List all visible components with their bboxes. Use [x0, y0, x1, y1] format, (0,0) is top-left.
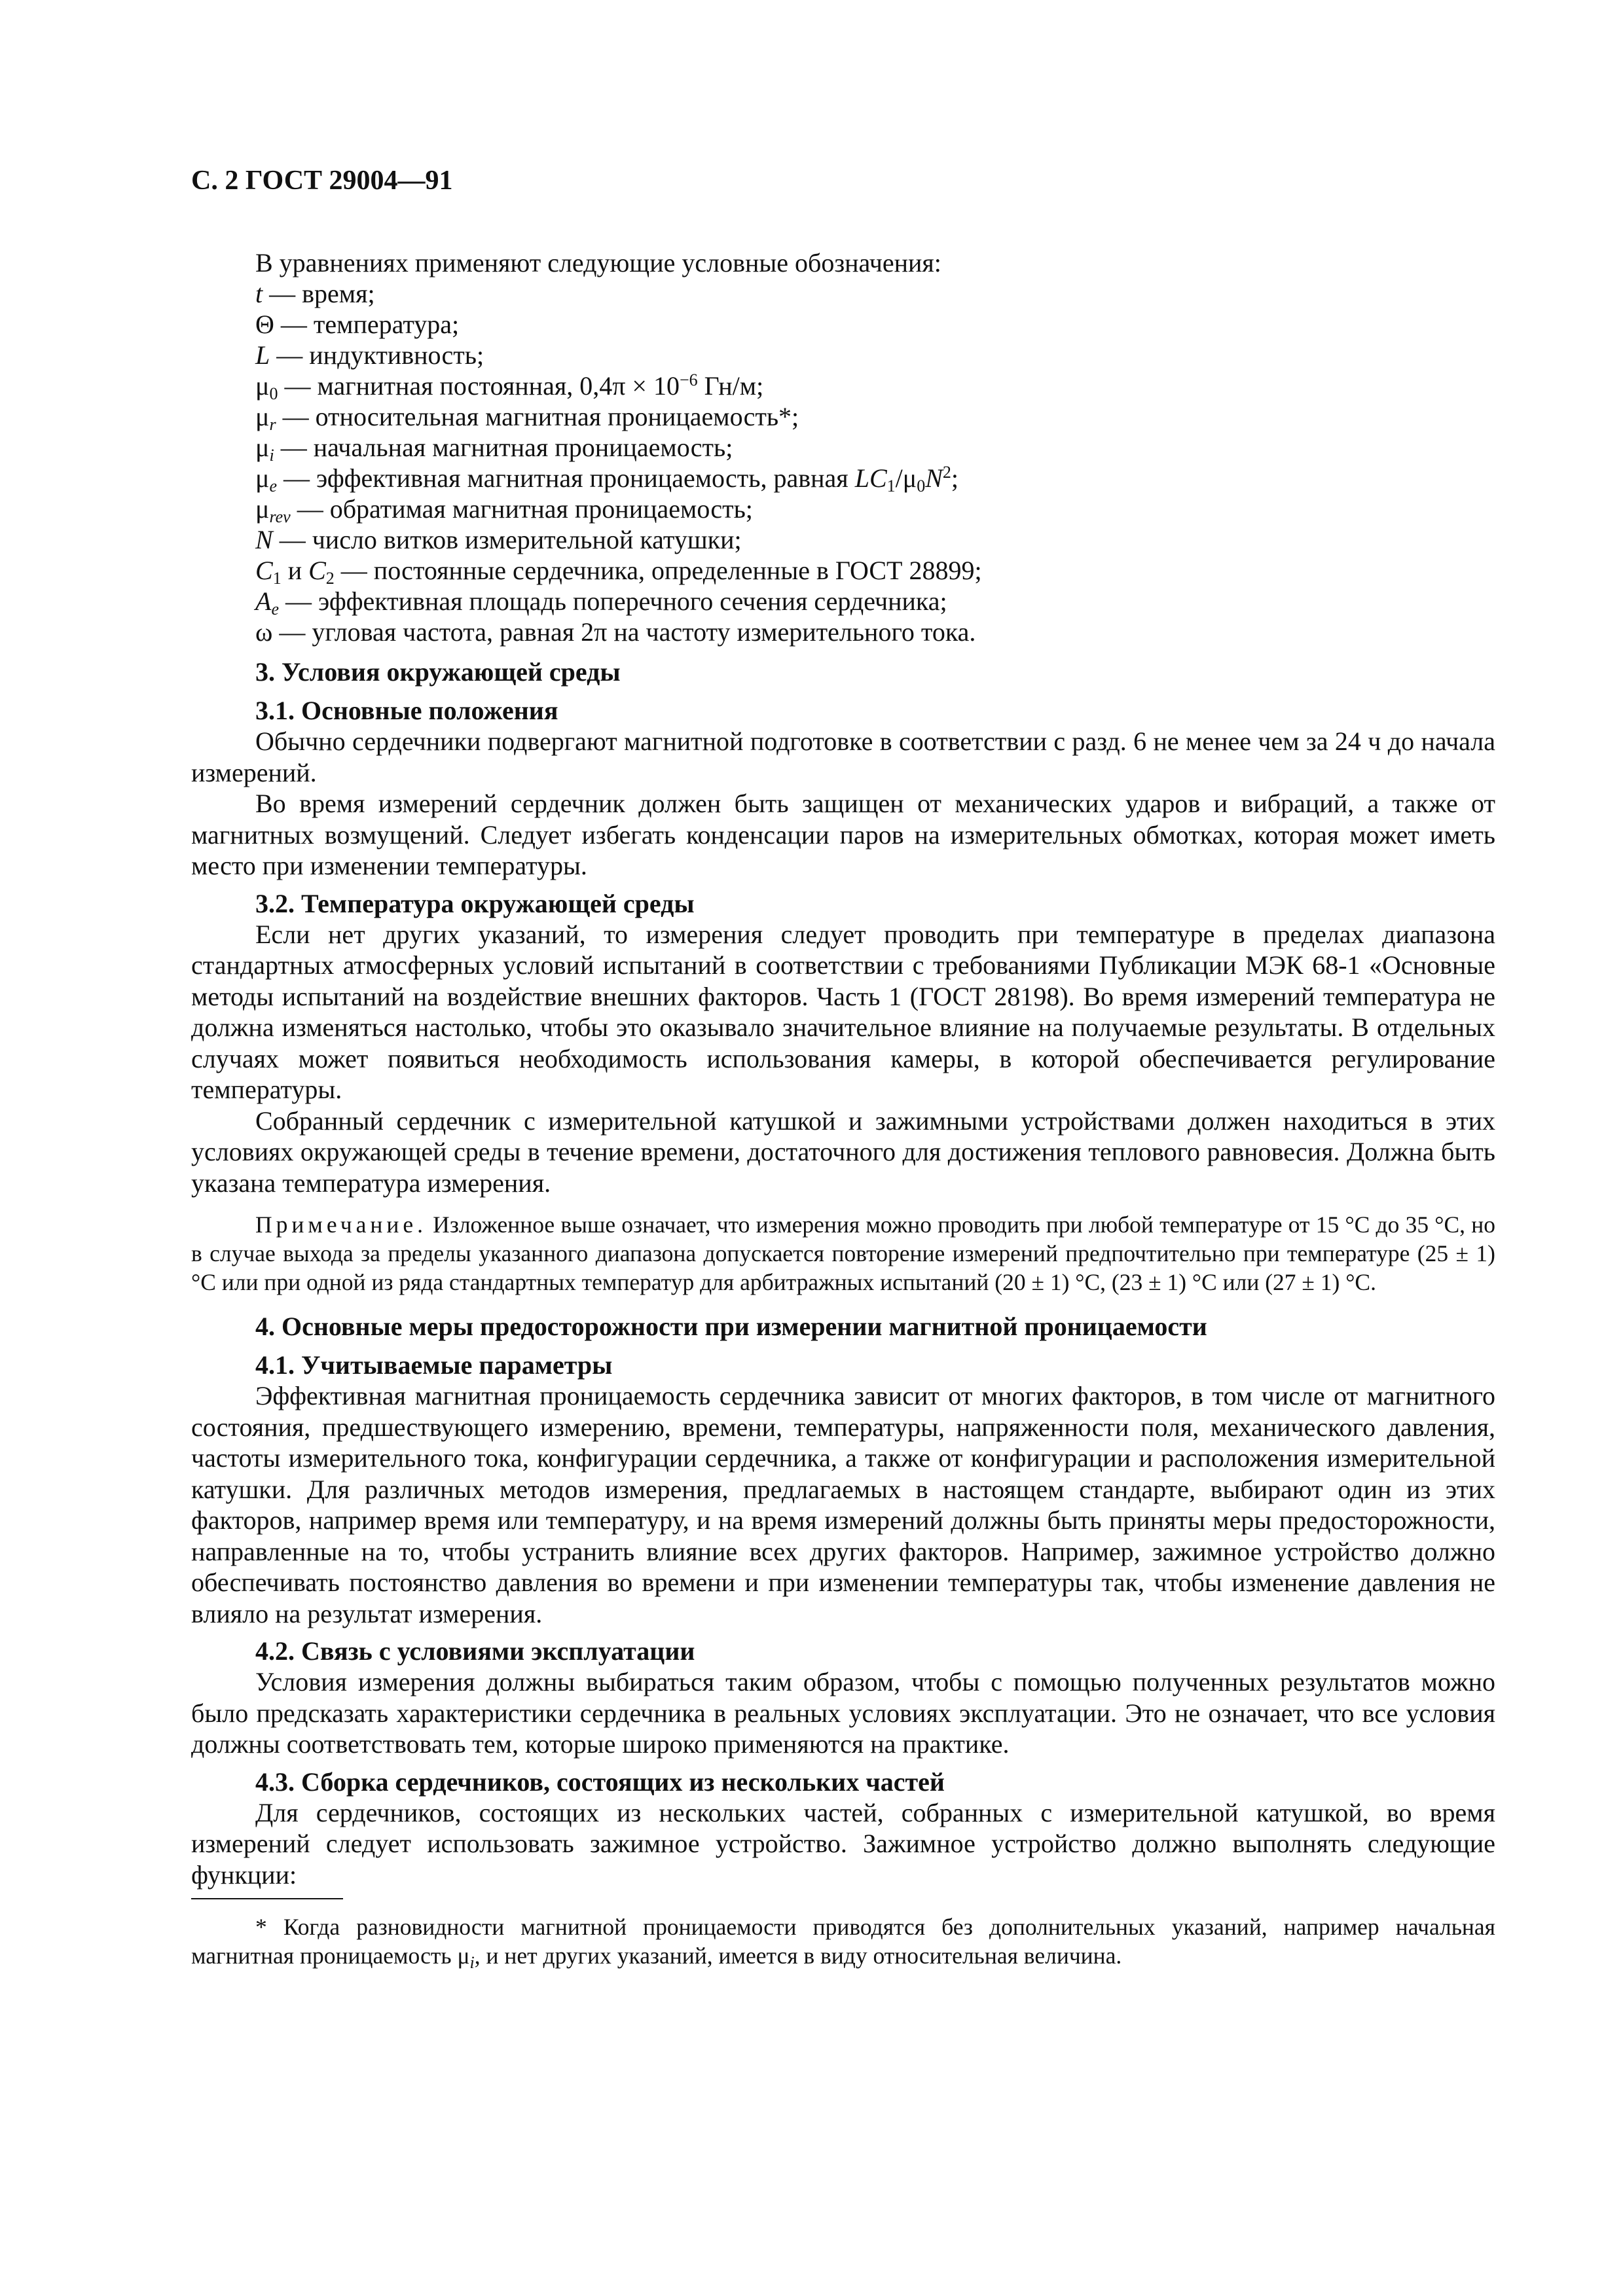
symbol-N: N — число витков измерительной катушки; [255, 525, 742, 554]
footnote: * Когда разновидности магнитной проницаемости приводятся без дополнительных указаний, например начальная магнитная проницаемость $\mu_i$, и нет других указаний, имеется в виду относительная величина. [191, 1914, 1495, 1972]
symbols-intro: В уравнениях применяют следующие условные обозначения: [255, 248, 941, 278]
section-3-1-paragraph-2: Во время измерений сердечник должен быть защищен от механических ударов и вибраций, а также от магнитных возмущений. Следует избегать конденсации паров на измерительных обмотках, которая может иметь место при изменении температуры. [191, 789, 1495, 880]
section-4-2-title: 4.2. Связь с условиями эксплуатации [255, 1636, 695, 1666]
note-text: Изложенное выше означает, что измерения можно проводить при любой температуре от 15 °С до 35 °С, но в случае выхода за пределы указанного диапазона допускается повторение измерений предпочтительно при температуре (25 ± 1) °С или при одной из ряда стандартных температур для арбитражных испытаний (20 ± 1) °С, (23 ± 1) °С или (27 ± 1) °С. [191, 1211, 1495, 1295]
symbol-L: L — индуктивность; [255, 340, 484, 370]
section-3-1-paragraph-1: Обычно сердечники подвергают магнитной подготовке в соответствии с разд. 6 не менее чем за 24 ч до начала измерений. [191, 726, 1495, 787]
document-page [191, 165, 1495, 1994]
page-header: С. 2 ГОСТ 29004—91 [191, 166, 453, 196]
symbol-Ae: $A_e$ — эффективная площадь поперечного сечения сердечника; [255, 586, 947, 619]
symbol-murev: $\mu_{rev}$ — обратимая магнитная проницаемость; [255, 494, 753, 526]
section-4-1-paragraph-1: Эффективная магнитная проницаемость сердечника зависит от многих факторов, в том числе от магнитного состояния, предшествующего измерению, времени, температуры, напряженности поля, механического давления, частоты измерительного тока, конфигурации сердечника, а также от конфигурации и расположения измерительной катушки. Для различных методов измерения, предлагаемых в настоящем стандарте, выбирают один из этих факторов, например время или температуру, и на время измерений должны быть приняты меры предосторожности, направленные на то, чтобы устранить влияние всех других факторов. Например, зажимное устройство должно обеспечивать постоянство давления во времени и при изменении температуры так, чтобы изменение давления не влияло на результат измерения. [191, 1381, 1495, 1628]
footnote-divider [191, 1898, 343, 1899]
section-4-3-title: 4.3. Сборка сердечников, состоящих из нескольких частей [255, 1767, 945, 1797]
section-4-1-title: 4.1. Учитываемые параметры [255, 1350, 613, 1380]
symbol-mur: $\mu_r$ — относительная магнитная проницаемость*; [255, 402, 799, 434]
symbol-theta: Θ — температура; [255, 310, 460, 339]
section-3-title: 3. Условия окружающей среды [255, 657, 621, 687]
section-4-2-paragraph-1: Условия измерения должны выбираться таким образом, чтобы с помощью полученных результатов можно было предсказать характеристики сердечника в реальных условиях эксплуатации. Это не означает, что все условия должны соответствовать тем, которые широко применяются на практике. [191, 1667, 1495, 1759]
section-4-3-paragraph-1: Для сердечников, состоящих из нескольких частей, собранных с измерительной катушкой, во время измерений следует использовать зажимное устройство. Зажимное устройство должно выполнять следующие функции: [191, 1797, 1495, 1890]
section-3-2-paragraph-2: Собранный сердечник с измерительной катушкой и зажимными устройствами должен находиться в этих условиях окружающей среды в течение времени, достаточного для достижения теплового равновесия. Должна быть указана температура измерения. [191, 1105, 1495, 1198]
symbol-mue: $\mu_e$ — эффективная магнитная проницаемость, равная $LC_1/\mu_0N^2$; [255, 463, 959, 495]
symbol-mu0: $\mu_0$ — магнитная постоянная, $0,4\pi \times 10^{-6}$ Гн/м; [255, 370, 764, 403]
symbol-omega: ω — угловая частота, равная 2π на частоту измерительного тока. [255, 617, 976, 647]
symbol-t: t — время; [255, 279, 375, 308]
section-3-1-title: 3.1. Основные положения [255, 696, 558, 725]
section-3-note [191, 1210, 1495, 1297]
note-label: Примечание. [255, 1211, 427, 1238]
section-3-2-title: 3.2. Температура окружающей среды [255, 888, 695, 918]
section-3-2-paragraph-1: Если нет других указаний, то измерения следует проводить при температуре в пределах диапазона стандартных атмосферных условий испытаний в соответствии с требованиями Публикации МЭК 68-1 «Основные методы испытаний на воздействие внешних факторов. Часть 1 (ГОСТ 28198). Во время измерений температура не должна изменяться настолько, чтобы это оказывало значительное влияние на получаемые результаты. В отдельных случаях может появиться необходимость использования камеры, в которой обеспечивается регулирование температуры. [191, 919, 1495, 1104]
symbol-mui: $\mu_i$ — начальная магнитная проницаемость; [255, 433, 733, 465]
section-4-title: 4. Основные меры предосторожности при измерении магнитной проницаемости [255, 1312, 1207, 1341]
symbol-C1-C2: $C_1$ и $C_2$ — постоянные сердечника, определенные в ГОСТ 28899; [255, 556, 982, 588]
